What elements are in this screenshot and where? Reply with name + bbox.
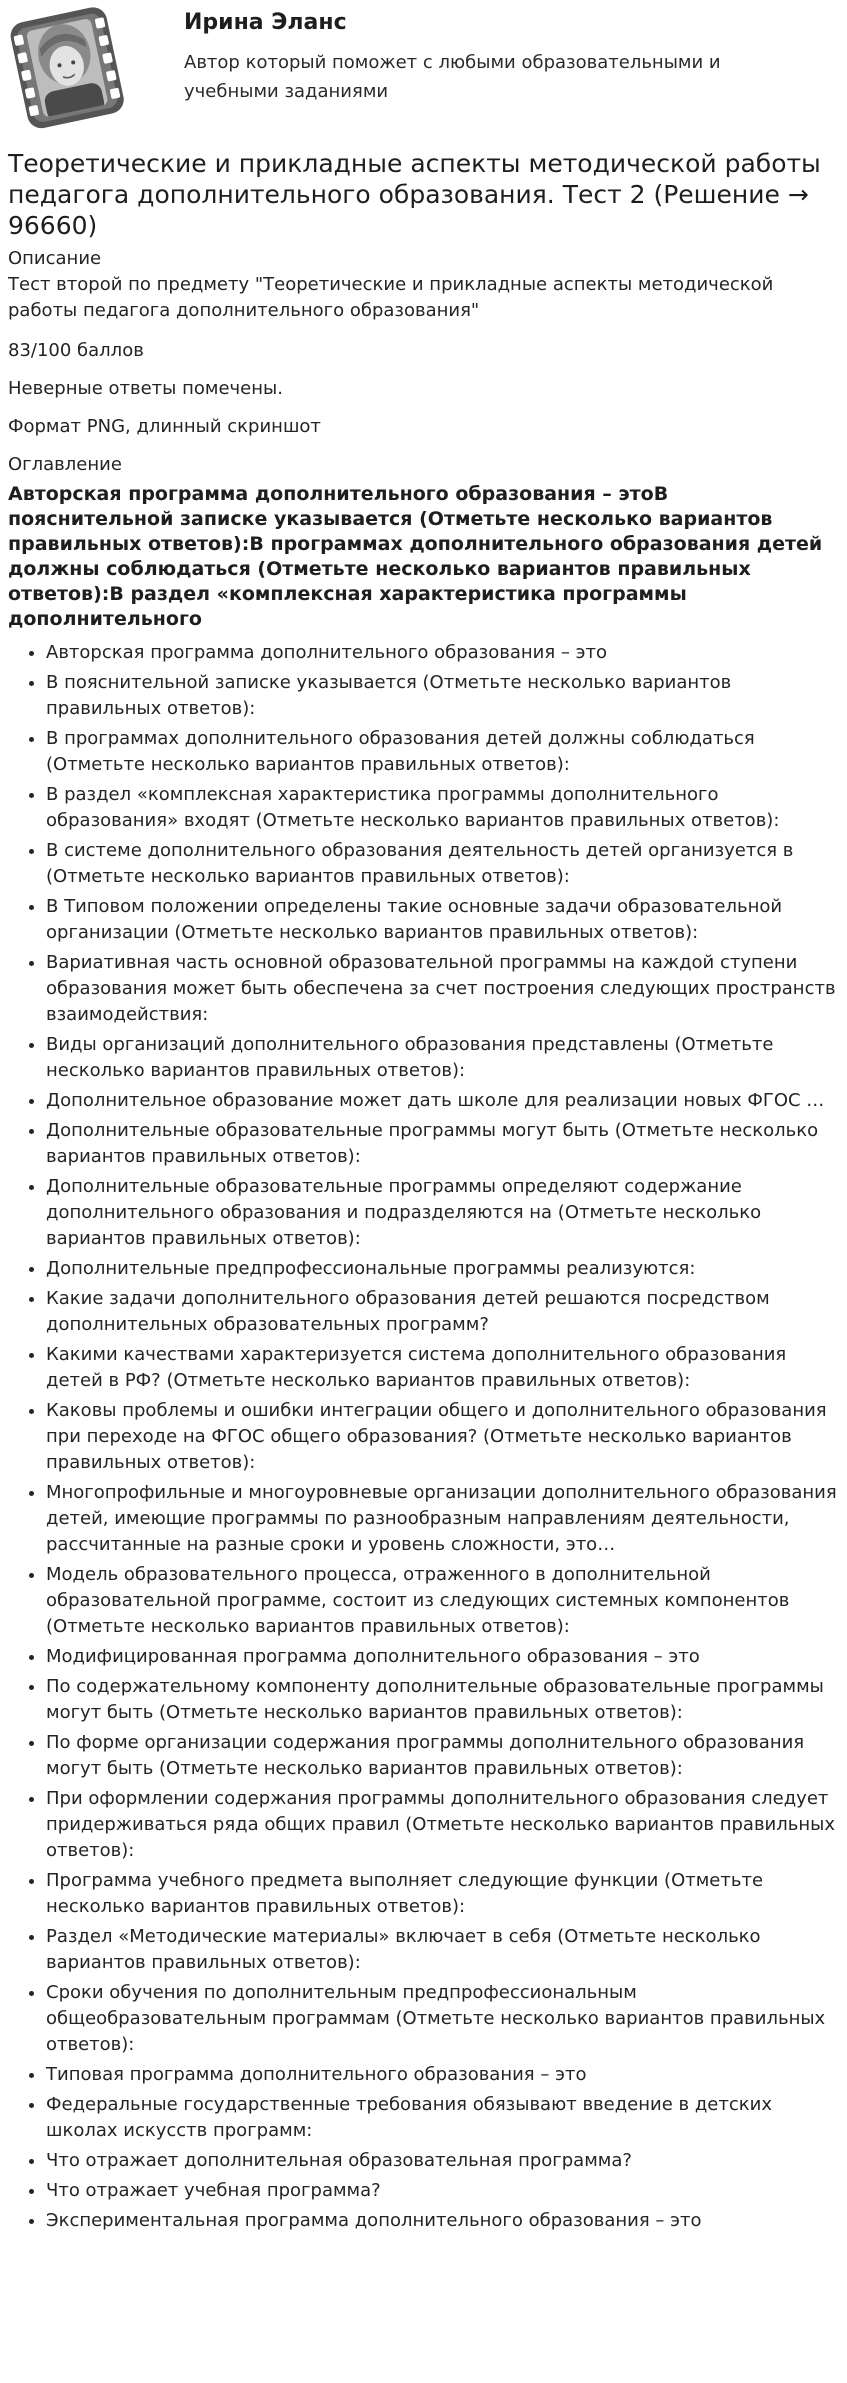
toc-item[interactable]: • При оформлении содержания программы дополнительного образования следует придерживаться ряда общих правил (Отметьте несколько вариантов правильных ответов):: [46, 1786, 838, 1864]
toc-item[interactable]: • В Типовом положении определены такие основные задачи образовательной организации (Отметьте несколько вариантов правильных ответов):: [46, 894, 838, 946]
toc-item[interactable]: • Каковы проблемы и ошибки интеграции общего и дополнительного образования при переходе на ФГОС общего образования? (Отметьте несколько вариантов правильных ответов):: [46, 1398, 838, 1476]
document-title: Теоретические и прикладные аспекты методической работы педагога дополнительного образования. Тест 2 (Решение → 96660): [8, 149, 821, 240]
note-text: Неверные ответы помечены.: [8, 378, 283, 399]
toc-list: [8, 640, 838, 2234]
toc-item[interactable]: • Федеральные государственные требования обязывают введение в детских школах искусств программ:: [46, 2092, 838, 2144]
toc-item[interactable]: • Сроки обучения по дополнительным предпрофессиональным общеобразовательным программам (Отметьте несколько вариантов правильных ответов):: [46, 1980, 838, 2058]
toc-item[interactable]: • В системе дополнительного образования деятельность детей организуется в (Отметьте несколько вариантов правильных ответов):: [46, 838, 838, 890]
toc-label: Оглавление: [8, 454, 122, 475]
author-header: [0, 0, 847, 138]
toc-item[interactable]: • Программа учебного предмета выполняет следующие функции (Отметьте несколько вариантов правильных ответов):: [46, 1868, 838, 1920]
toc-item[interactable]: • В пояснительной записке указывается (Отметьте несколько вариантов правильных ответов):: [46, 670, 838, 722]
toc-item[interactable]: • Дополнительные образовательные программы определяют содержание дополнительного образования и подразделяются на (Отметьте несколько вариантов правильных ответов):: [46, 1174, 838, 1252]
author-bio: Автор который поможет с любыми образовательными и учебными заданиями: [184, 52, 721, 102]
author-name[interactable]: Ирина Эланс: [184, 10, 347, 35]
avatar[interactable]: [4, 4, 128, 130]
toc-item[interactable]: • В раздел «комплексная характеристика программы дополнительного образования» входят (Отметьте несколько вариантов правильных ответов):: [46, 782, 838, 834]
toc-item[interactable]: • Виды организаций дополнительного образования представлены (Отметьте несколько вариантов правильных ответов):: [46, 1032, 838, 1084]
toc-item[interactable]: • Дополнительное образование может дать школе для реализации новых ФГОС …: [46, 1088, 838, 1114]
toc-item[interactable]: • Авторская программа дополнительного образования – это: [46, 640, 838, 666]
toc-item[interactable]: • Модель образовательного процесса, отраженного в дополнительной образовательной программе, состоит из следующих системных компонентов (Отметьте несколько вариантов правильных ответов):: [46, 1562, 838, 1640]
toc-item[interactable]: • Какими качествами характеризуется система дополнительного образования детей в РФ? (Отметьте несколько вариантов правильных ответов):: [46, 1342, 838, 1394]
toc-item[interactable]: • Многопрофильные и многоуровневые организации дополнительного образования детей, имеющие программы по разнообразным направлениям деятельности, рассчитанные на разные сроки и уровень сложности, это…: [46, 1480, 838, 1558]
toc-heading: Авторская программа дополнительного образования – этоВ пояснительной записке указывается (Отметьте несколько вариантов правильных ответов):В программах дополнительного образования детей должны соблюдаться (Отметьте несколько вариантов правильных ответов):В раздел «комплексная характеристика программы дополнительного: [8, 483, 823, 630]
toc-item[interactable]: • Вариативная часть основной образовательной программы на каждой ступени образования может быть обеспечена за счет построения следующих пространств взаимодействия:: [46, 950, 838, 1028]
toc-item[interactable]: • Какие задачи дополнительного образования детей решаются посредством дополнительных образовательных программ?: [46, 1286, 838, 1338]
document-content: [8, 148, 838, 2238]
toc-item[interactable]: • В программах дополнительного образования детей должны соблюдаться (Отметьте несколько вариантов правильных ответов):: [46, 726, 838, 778]
toc-item[interactable]: • Экспериментальная программа дополнительного образования – это: [46, 2208, 838, 2234]
toc-item[interactable]: • Дополнительные образовательные программы могут быть (Отметьте несколько вариантов правильных ответов):: [46, 1118, 838, 1170]
toc-item[interactable]: • Что отражает дополнительная образовательная программа?: [46, 2148, 838, 2174]
toc-item[interactable]: • По содержательному компоненту дополнительные образовательные программы могут быть (Отметьте несколько вариантов правильных ответов):: [46, 1674, 838, 1726]
toc-item[interactable]: • Модифицированная программа дополнительного образования – это: [46, 1644, 838, 1670]
score-text: 83/100 баллов: [8, 340, 144, 361]
toc-item[interactable]: • Раздел «Методические материалы» включает в себя (Отметьте несколько вариантов правильных ответов):: [46, 1924, 838, 1976]
toc-item[interactable]: • По форме организации содержания программы дополнительного образования могут быть (Отметьте несколько вариантов правильных ответов):: [46, 1730, 838, 1782]
format-text: Формат PNG, длинный скриншот: [8, 416, 321, 437]
description-label: Описание: [8, 248, 102, 269]
description-text: Тест второй по предмету "Теоретические и прикладные аспекты методической работы педагога дополнительного образования": [8, 274, 774, 321]
avatar-film-frame-image: [4, 4, 128, 130]
toc-item[interactable]: • Что отражает учебная программа?: [46, 2178, 838, 2204]
toc-item[interactable]: • Типовая программа дополнительного образования – это: [46, 2062, 838, 2088]
toc-item[interactable]: • Дополнительные предпрофессиональные программы реализуются:: [46, 1256, 838, 1282]
